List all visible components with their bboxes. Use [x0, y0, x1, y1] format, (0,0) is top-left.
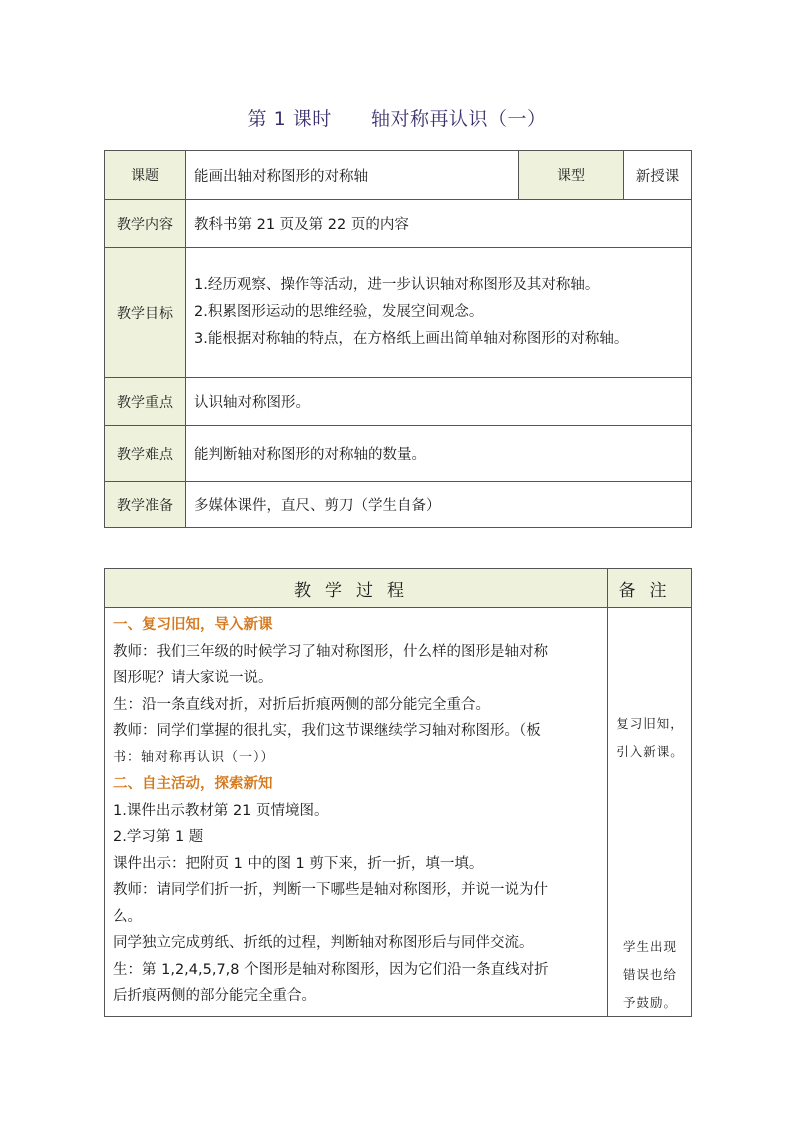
- row-content: [105, 200, 692, 248]
- section-title-review: 一、复习旧知，导入新课: [113, 617, 273, 633]
- note-line: 引入新课。: [616, 744, 684, 759]
- key-label: 教学重点: [105, 378, 186, 426]
- goal-item: 2.积累图形运动的思维经验，发展空间观念。: [194, 304, 484, 320]
- prep-label: 教学准备: [105, 482, 186, 528]
- row-key-point: [105, 378, 692, 426]
- goal-item: 1.经历观察、操作等活动，进一步认识轴对称图形及其对称轴。: [194, 277, 600, 293]
- difficulty-value: 能判断轴对称图形的对称轴的数量。: [186, 426, 692, 482]
- teaching-process-table: [104, 568, 692, 1017]
- content-label: 教学内容: [105, 200, 186, 248]
- topic-value: 能画出轴对称图形的对称轴: [186, 151, 519, 200]
- page-title: 第 1 课时 轴对称再认识（一）: [247, 108, 547, 130]
- note-line: 学生出现: [622, 939, 677, 954]
- note-line: 复习旧知，: [616, 716, 684, 731]
- process-line: 教师：请同学们折一折，判断一下哪些是轴对称图形，并说一说为什: [113, 882, 548, 898]
- prep-value: 多媒体课件，直尺、剪刀（学生自备）: [186, 482, 692, 528]
- row-preparation: [105, 482, 692, 528]
- process-line: 教师：我们三年级的时候学习了轴对称图形，什么样的图形是轴对称: [113, 643, 548, 660]
- process-line: 课件出示：把附页 1 中的图 1 剪下来，折一折，填一填。: [113, 855, 484, 872]
- section-title-explore: 二、自主活动，探索新知: [113, 776, 273, 792]
- type-value: 新授课: [624, 151, 692, 200]
- process-line: 图形呢？请大家说一说。: [113, 670, 273, 686]
- goals-label: 教学目标: [105, 248, 186, 378]
- process-line: 教师：同学们掌握的很扎实，我们这节课继续学习轴对称图形。（板: [113, 723, 541, 739]
- process-line: 后折痕两侧的部分能完全重合。: [113, 988, 316, 1004]
- notes-column: [608, 608, 692, 1017]
- note-encourage: [608, 933, 692, 1017]
- note-line: 错误也给: [622, 967, 677, 982]
- notes-header: 备注: [608, 569, 692, 608]
- process-line: 1.课件出示教材第 21 页情境图。: [113, 802, 329, 819]
- row-goals: [105, 248, 692, 378]
- difficulty-label: 教学难点: [105, 426, 186, 482]
- process-header: 教学过程: [105, 569, 608, 608]
- process-content: [105, 608, 608, 1017]
- note-line: 予鼓励。: [622, 995, 677, 1010]
- goals-value: [186, 248, 692, 378]
- topic-label: 课题: [105, 151, 186, 200]
- process-line: 么。: [113, 908, 142, 925]
- process-header-row: [105, 569, 692, 608]
- row-topic: [105, 151, 692, 200]
- lesson-info-table: [104, 150, 692, 528]
- row-difficulty: [105, 426, 692, 482]
- board-writing-line: 书：轴对称再认识（一））: [113, 749, 275, 765]
- type-label: 课型: [519, 151, 624, 200]
- key-value: 认识轴对称图形。: [186, 378, 692, 426]
- goal-item: 3.能根据对称轴的特点，在方格纸上画出简单轴对称图形的对称轴。: [194, 331, 629, 347]
- process-line: 生：沿一条直线对折，对折后折痕两侧的部分能完全重合。: [113, 696, 490, 713]
- note-review: [608, 710, 692, 766]
- process-line: 2.学习第 1 题: [113, 829, 204, 845]
- process-body-row: [105, 608, 692, 1017]
- process-line: 同学独立完成剪纸、折纸的过程，判断轴对称图形后与同伴交流。: [113, 935, 534, 951]
- process-line: 生：第 1,2,4,5,7,8 个图形是轴对称图形，因为它们沿一条直线对折: [113, 961, 549, 978]
- content-value: 教科书第 21 页及第 22 页的内容: [186, 200, 692, 248]
